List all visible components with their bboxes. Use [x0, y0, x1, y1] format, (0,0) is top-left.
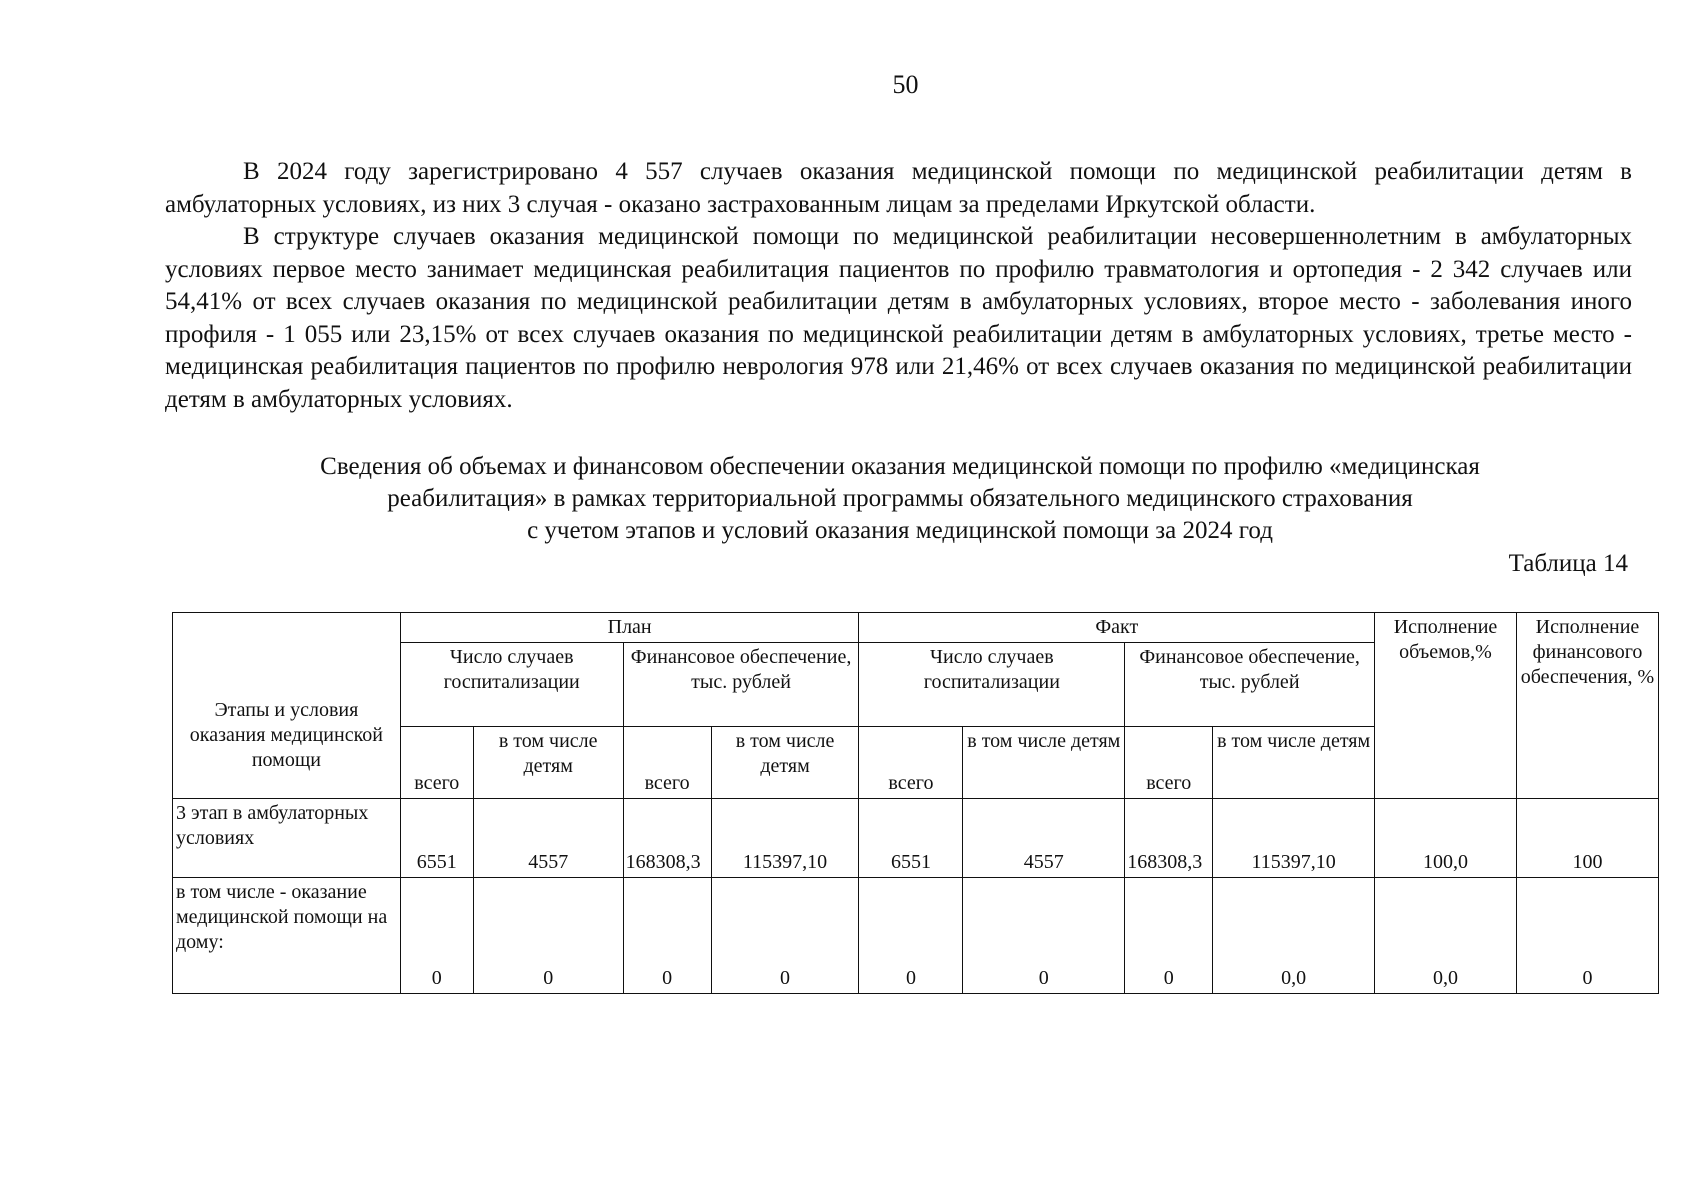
paragraph-registered-cases: В 2024 году зарегистрировано 4 557 случаев оказания медицинской помощи по медицинской реабилитации детям в амбулаторных условиях, из них 3 случая - оказано застрахованным лицам за пределами Иркутской области. — [165, 158, 1632, 218]
cell-plan-finance-total: 0 — [623, 878, 711, 994]
cell-plan-cases-children: 0 — [473, 878, 623, 994]
header-fact-cases: Число случаев госпитализации — [859, 643, 1125, 727]
cell-fact-finance-total: 168308,3 — [1125, 799, 1213, 878]
table-row — [173, 878, 1659, 994]
cell-plan-cases-total: 6551 — [400, 799, 473, 878]
cell-fact-cases-children: 4557 — [963, 799, 1125, 878]
header-exec-finance: Исполнение финансового обеспечения, % — [1516, 613, 1658, 799]
row-label: в том числе - оказание медицинской помощи на дому: — [173, 878, 401, 994]
header-exec-volume: Исполнение объемов,% — [1375, 613, 1517, 799]
header-fact-finance: Финансовое обеспечение, тыс. рублей — [1125, 643, 1375, 727]
header-fact-finance-total: всего — [1125, 727, 1213, 799]
cell-plan-finance-children: 0 — [711, 878, 859, 994]
table-caption: Таблица 14 — [1508, 550, 1628, 577]
cell-fact-cases-children: 0 — [963, 878, 1125, 994]
page-number: 50 — [892, 70, 919, 99]
cell-fact-finance-total: 0 — [1125, 878, 1213, 994]
header-fact: Факт — [859, 613, 1375, 643]
header-plan: План — [400, 613, 859, 643]
section-heading-line: с учетом этапов и условий оказания медицинской помощи за 2024 год — [527, 517, 1273, 544]
section-heading — [200, 451, 1600, 547]
header-plan-cases: Число случаев госпитализации — [400, 643, 623, 727]
header-fact-finance-children: в том числе детям — [1213, 727, 1375, 799]
cell-exec-volume: 0,0 — [1375, 878, 1517, 994]
body-text — [165, 156, 1632, 416]
table-row — [173, 799, 1659, 878]
cell-exec-finance: 100 — [1516, 799, 1658, 878]
header-plan-finance: Финансовое обеспечение, тыс. рублей — [623, 643, 859, 727]
cell-fact-finance-children: 0,0 — [1213, 878, 1375, 994]
header-plan-finance-children: в том числе детям — [711, 727, 859, 799]
header-stage — [173, 613, 401, 799]
rehabilitation-table — [172, 612, 1659, 994]
header-plan-cases-total: всего — [400, 727, 473, 799]
section-heading-line: Сведения об объемах и финансовом обеспечении оказания медицинской помощи по профилю «медицинская — [320, 453, 1480, 480]
header-fact-cases-children: в том числе детям — [963, 727, 1125, 799]
row-label: 3 этап в амбулаторных условиях — [173, 799, 401, 878]
cell-exec-volume: 100,0 — [1375, 799, 1517, 878]
cell-fact-cases-total: 0 — [859, 878, 963, 994]
header-stage-text: Этапы и условия оказания медицинской помощи — [189, 699, 383, 771]
cell-exec-finance: 0 — [1516, 878, 1658, 994]
cell-fact-cases-total: 6551 — [859, 799, 963, 878]
cell-plan-cases-total: 0 — [400, 878, 473, 994]
section-heading-line: реабилитация» в рамках территориальной программы обязательного медицинского страхования — [387, 485, 1413, 512]
cell-plan-cases-children: 4557 — [473, 799, 623, 878]
cell-plan-finance-total: 168308,3 — [623, 799, 711, 878]
cell-plan-finance-children: 115397,10 — [711, 799, 859, 878]
header-plan-finance-total: всего — [623, 727, 711, 799]
cell-fact-finance-children: 115397,10 — [1213, 799, 1375, 878]
header-fact-cases-total: всего — [859, 727, 963, 799]
paragraph-case-structure: В структуре случаев оказания медицинской помощи по медицинской реабилитации несовершеннолетним в амбулаторных условиях первое место занимает медицинская реабилитация пациентов по профилю травматология и ортопедия - 2 342 случаев или 54,41% от всех случаев оказания по медицинской реабилитации детям в амбулаторных условиях, второе место - заболевания иного профиля - 1 055 или 23,15% от всех случаев оказания по медицинской реабилитации детям в амбулаторных условиях, третье место - медицинская реабилитация пациентов по профилю неврология 978 или 21,46% от всех случаев оказания по медицинской реабилитации детям в амбулаторных условиях. — [165, 223, 1632, 413]
header-plan-cases-children: в том числе детям — [473, 727, 623, 799]
